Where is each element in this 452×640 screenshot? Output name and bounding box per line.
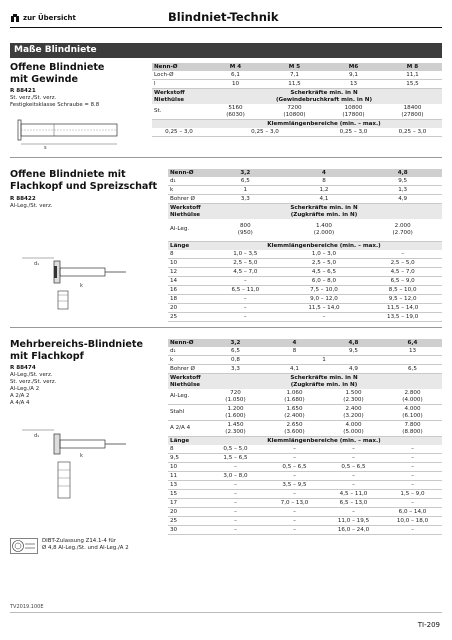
table-cell: – [206, 499, 265, 508]
table-cell: – [206, 312, 285, 321]
table-cell: 25 [168, 312, 206, 321]
table-row [168, 499, 442, 508]
table-1-head-cell: M 5 [265, 63, 324, 71]
table-cell: 17 [168, 499, 206, 508]
table-2-shear-head: Werkstoff Niethülse [168, 204, 206, 220]
table-cell: – [265, 526, 324, 535]
table-row [168, 195, 442, 204]
table-3-length-label: Länge [168, 437, 206, 446]
product-1-desc-line: Festigkeitsklasse Schraube = 8.8 [10, 102, 100, 108]
table-row [168, 356, 442, 365]
table-cell: 800 (950) [206, 219, 285, 241]
table-row [152, 104, 442, 120]
table-cell: 7,1 [265, 71, 324, 80]
table-cell: 15,5 [383, 80, 442, 89]
table-row [168, 490, 442, 499]
table-cell: l [152, 80, 206, 89]
table-cell: 18 [168, 294, 206, 303]
table-cell: 30 [168, 526, 206, 535]
table-cell: 4,9 [363, 195, 442, 204]
table-row [168, 303, 442, 312]
table-cell: – [206, 490, 265, 499]
table-cell: 8 [168, 445, 206, 454]
table-cell: 7,0 – 13,0 [265, 499, 324, 508]
table-cell: 2.400 (3.200) [324, 405, 383, 421]
table-row [168, 219, 442, 241]
approval-note [10, 538, 129, 554]
table-cell: 4,5 – 7,0 [363, 267, 442, 276]
table-row [168, 472, 442, 481]
table-cell: 12 [168, 267, 206, 276]
table-cell: – [324, 508, 383, 517]
table-cell: 3,5 – 9,5 [265, 481, 324, 490]
table-row [168, 267, 442, 276]
table-cell: – [383, 472, 442, 481]
table-cell: – [206, 517, 265, 526]
table-cell: k [168, 186, 206, 195]
table-row [168, 517, 442, 526]
table-cell: 7,5 – 10,0 [285, 285, 364, 294]
table-cell: 2,5 – 5,0 [285, 258, 364, 267]
table-cell: 2.000 (2.700) [363, 219, 442, 241]
table-3-head-cell: Nenn-Ø [168, 339, 206, 347]
table-cell: 10800 (17800) [324, 104, 383, 120]
table-cell: – [324, 472, 383, 481]
table-cell: 8,5 – 10,0 [363, 285, 442, 294]
table-cell: Bohrer Ø [168, 365, 206, 374]
table-cell: 0,25 – 3,0 [206, 128, 324, 137]
table-1 [152, 63, 442, 137]
table-cell: 6,5 [206, 177, 285, 186]
footer-divider [10, 612, 442, 613]
table-row [168, 405, 442, 421]
table-cell: 11 [168, 472, 206, 481]
table-cell: – [206, 481, 265, 490]
table-cell: 9,5 [168, 454, 206, 463]
footer-code: TV2019.100E [10, 604, 44, 610]
table-row [168, 294, 442, 303]
table-cell: – [206, 294, 285, 303]
product-2-title-line-2: Flachkopf und Spreizschaft [10, 181, 158, 192]
table-row [168, 276, 442, 285]
product-3-title-line-2: mit Flachkopf [10, 351, 84, 362]
table-cell: – [206, 526, 265, 535]
table-1-shear-title: Scherkräfte min. in N (Gewindebruchkraft min. in N) [206, 89, 442, 105]
table-cell: St. [152, 104, 206, 120]
table-cell: 0,5 – 6,5 [324, 463, 383, 472]
table-cell: 1,5 – 9,0 [383, 490, 442, 499]
table-cell: – [206, 276, 285, 285]
table-3-head-cell: 3,2 [206, 339, 265, 347]
table-row [168, 421, 442, 437]
dibt-seal-icon [10, 538, 38, 554]
product-1-drawing [14, 112, 144, 150]
page-number: TI-209 [417, 621, 440, 629]
product-3-ref: R 88474 [10, 365, 36, 371]
table-cell: 9,0 – 12,0 [285, 294, 364, 303]
table-cell: 4,9 [324, 365, 383, 374]
table-cell: – [383, 481, 442, 490]
product-2-ref: R 88422 [10, 196, 36, 202]
table-cell: 720 (1.050) [206, 389, 265, 405]
table-row [168, 526, 442, 535]
product-3-drawing-label-d1: d₁ [34, 433, 40, 439]
table-cell: 9,1 [324, 71, 383, 80]
table-cell: 9,5 [324, 347, 383, 356]
table-cell: 6,5 – 11,0 [206, 285, 285, 294]
table-cell: – [324, 454, 383, 463]
table-1-head-cell: M 8 [383, 63, 442, 71]
product-1-title-line-1: Offene Blindniete [10, 62, 105, 73]
table-cell: 6,5 – 13,0 [324, 499, 383, 508]
section-divider [10, 327, 442, 328]
table-cell: 4,1 [285, 195, 364, 204]
table-cell: 1 [265, 356, 383, 365]
overview-label: zur Übersicht [23, 14, 76, 22]
table-cell: Al-Leg. [168, 389, 206, 405]
table-cell: Stahl [168, 405, 206, 421]
table-cell: A 2/A 4 [168, 421, 206, 437]
table-cell: 2.800 (4.000) [383, 389, 442, 405]
table-cell: 6,5 [206, 347, 265, 356]
table-cell: 0,5 – 5,0 [206, 445, 265, 454]
table-cell: – [383, 463, 442, 472]
table-cell: k [168, 356, 206, 365]
table-1-head-cell: M6 [324, 63, 383, 71]
table-3-head-cell: 4 [265, 339, 324, 347]
product-1-ref: R 88421 [10, 88, 36, 94]
table-cell: 11,5 – 14,0 [363, 303, 442, 312]
table-cell: 0,25 – 3,0 [383, 128, 442, 137]
table-cell: 7200 (10800) [265, 104, 324, 120]
table-cell: 1.450 (2.300) [206, 421, 265, 437]
table-row [168, 463, 442, 472]
section-divider [10, 157, 442, 158]
table-cell: 10 [206, 80, 265, 89]
house-icon [10, 13, 20, 23]
table-cell: 1,2 [285, 186, 364, 195]
table-row [152, 128, 442, 137]
table-cell: 10 [168, 258, 206, 267]
table-cell: 10 [168, 463, 206, 472]
product-1-drawing-label: s [44, 145, 47, 150]
table-cell: 11,0 – 19,5 [324, 517, 383, 526]
product-2-drawing-label-d1: d₁ [34, 261, 40, 267]
table-cell: 1.200 (1.600) [206, 405, 265, 421]
table-3-clamp-title: Klemmlängenbereiche (min. – max.) [206, 437, 442, 446]
product-2-title-line-1: Offene Blindniete mit [10, 169, 126, 180]
product-3-title [10, 339, 143, 363]
table-cell: – [206, 463, 265, 472]
table-cell: 2,5 – 5,0 [206, 258, 285, 267]
product-2-desc [10, 203, 53, 210]
table-cell: – [285, 312, 364, 321]
table-2-head-cell: 4,8 [363, 169, 442, 177]
table-row [168, 312, 442, 321]
overview-link[interactable] [10, 13, 76, 23]
table-cell: 11,1 [383, 71, 442, 80]
table-cell: 3,0 – 8,0 [206, 472, 265, 481]
table-cell: 6,5 – 9,0 [363, 276, 442, 285]
table-cell: – [265, 508, 324, 517]
table-2-length-label: Länge [168, 241, 206, 250]
table-cell: 13 [324, 80, 383, 89]
product-2-drawing-label-k: k [80, 283, 83, 289]
table-row [168, 389, 442, 405]
approval-line: Ø 4,8 Al-Leg./St. und Al-Leg./A 2 [42, 545, 129, 551]
product-3-drawing [14, 424, 144, 504]
table-cell: 4.000 (6.100) [383, 405, 442, 421]
product-1-title [10, 62, 104, 86]
table-cell: 6,5 [383, 365, 442, 374]
table-cell: 25 [168, 517, 206, 526]
table-cell: – [265, 472, 324, 481]
table-cell: 14 [168, 276, 206, 285]
table-cell: 13 [168, 481, 206, 490]
table-cell: 1,5 – 6,5 [206, 454, 265, 463]
table-cell: Al-Leg. [168, 219, 206, 241]
table-cell: 20 [168, 508, 206, 517]
table-row [152, 71, 442, 80]
approval-line: DIBT-Zulassung Z14.1-4 für [42, 538, 116, 544]
table-row [152, 80, 442, 89]
product-1-desc [10, 95, 99, 109]
table-cell: – [206, 508, 265, 517]
table-cell: 1.400 (2.000) [285, 219, 364, 241]
table-cell: – [383, 526, 442, 535]
product-1-title-line-2: mit Gewinde [10, 74, 78, 85]
table-cell: 2,5 – 5,0 [363, 258, 442, 267]
table-cell: 8 [265, 347, 324, 356]
table-cell: d₁ [168, 347, 206, 356]
table-cell: 0,25 – 3,0 [152, 128, 206, 137]
table-cell: 1 [206, 186, 285, 195]
table-cell: 1.500 (2.300) [324, 389, 383, 405]
product-3-desc-line: A 2/A 2 [10, 393, 30, 399]
table-2-head-cell: Nenn-Ø [168, 169, 206, 177]
table-cell: – [265, 454, 324, 463]
table-3-shear-head: Werkstoff Niethülse [168, 374, 206, 390]
table-cell: 20 [168, 303, 206, 312]
table-row [168, 365, 442, 374]
table-cell: 18400 (27800) [383, 104, 442, 120]
table-cell: 0,8 [206, 356, 265, 365]
header-divider [10, 27, 442, 28]
table-cell: 8 [285, 177, 364, 186]
table-cell: 6,0 – 8,0 [285, 276, 364, 285]
table-cell: 11,5 – 14,0 [285, 303, 364, 312]
table-3-head-cell: 4,8 [324, 339, 383, 347]
table-cell: – [363, 250, 442, 259]
table-2-shear-title: Scherkräfte min. in N (Zugkräfte min. in N) [206, 204, 442, 220]
table-cell: 1,0 – 3,0 [285, 250, 364, 259]
table-row [168, 177, 442, 186]
table-cell: – [265, 445, 324, 454]
table-cell: 0,5 – 6,5 [265, 463, 324, 472]
table-cell: 13 [383, 347, 442, 356]
table-cell: 1,3 [363, 186, 442, 195]
table-cell: 11,5 [265, 80, 324, 89]
table-cell: – [265, 517, 324, 526]
table-cell: 6,1 [206, 71, 265, 80]
table-cell: – [324, 481, 383, 490]
table-cell: d₁ [168, 177, 206, 186]
table-cell: 16,0 – 24,0 [324, 526, 383, 535]
section-title: Maße Blindniete [10, 43, 442, 58]
product-3-desc-line: St. verz./St. verz. [10, 379, 57, 385]
table-row [168, 454, 442, 463]
product-3-title-line-1: Mehrbereichs-Blindniete [10, 339, 144, 350]
table-2-head-cell: 3,2 [206, 169, 285, 177]
table-cell: 3,3 [206, 365, 265, 374]
table-1-shear-head: Werkstoff Niethülse [152, 89, 206, 105]
table-cell: 9,5 [363, 177, 442, 186]
table-3-head-cell: 6,4 [383, 339, 442, 347]
table-cell: – [383, 445, 442, 454]
table-cell: 4,5 – 6,5 [285, 267, 364, 276]
table-row [168, 285, 442, 294]
page-title: Blindniet-Technik [168, 10, 279, 24]
table-1-head-cell: Nenn-Ø [152, 63, 206, 71]
table-cell: 4,1 [265, 365, 324, 374]
table-cell: 6,0 – 14,0 [383, 508, 442, 517]
approval-text [42, 538, 129, 552]
table-cell: 4,5 – 7,0 [206, 267, 285, 276]
product-1-desc-line: St. verz./St. verz. [10, 95, 57, 101]
product-3-desc [10, 372, 56, 407]
table-cell: 0,25 – 3,0 [324, 128, 383, 137]
table-row [168, 186, 442, 195]
table-3-shear-title: Scherkräfte min. in N (Zugkräfte min. in N) [206, 374, 442, 390]
product-2-title [10, 169, 157, 193]
table-cell: 16 [168, 285, 206, 294]
table-cell: – [206, 303, 285, 312]
table-cell: – [324, 445, 383, 454]
product-3-desc-line: Al-Leg./A 2 [10, 386, 40, 392]
product-2-drawing [14, 253, 144, 313]
product-3-desc-line: A 4/A 4 [10, 400, 30, 406]
table-row [168, 347, 442, 356]
table-row [168, 445, 442, 454]
table-cell: 5160 (6030) [206, 104, 265, 120]
table-cell: 8 [168, 250, 206, 259]
table-cell: 1.060 (1.680) [265, 389, 324, 405]
table-cell: 2.650 (3.600) [265, 421, 324, 437]
table-row [168, 508, 442, 517]
table-cell: Loch-Ø [152, 71, 206, 80]
table-cell: 9,5 – 12,0 [363, 294, 442, 303]
table-cell: 10,0 – 18,0 [383, 517, 442, 526]
table-cell: – [265, 490, 324, 499]
table-2-head-cell: 4 [285, 169, 364, 177]
table-cell: 1.650 (2.400) [265, 405, 324, 421]
table-cell: 13,5 – 19,0 [363, 312, 442, 321]
table-1-clamp-title: Klemmlängenbereiche (min. – max.) [206, 120, 442, 129]
table-cell: 4.000 (5.000) [324, 421, 383, 437]
table-row [168, 258, 442, 267]
table-3 [168, 339, 442, 535]
table-cell [383, 356, 442, 365]
table-cell: 7.800 (8.800) [383, 421, 442, 437]
table-cell: 15 [168, 490, 206, 499]
product-3-drawing-label-k: k [80, 453, 83, 459]
table-cell: – [383, 454, 442, 463]
table-cell: Bohrer Ø [168, 195, 206, 204]
table-row [168, 250, 442, 259]
product-2-desc-line: Al-Leg./St. verz. [10, 203, 53, 209]
table-cell: – [383, 499, 442, 508]
table-1-head-cell: M 4 [206, 63, 265, 71]
table-cell: 4,5 – 11,0 [324, 490, 383, 499]
table-row [168, 481, 442, 490]
table-cell: 3,3 [206, 195, 285, 204]
table-2-clamp-title: Klemmlängenbereiche (min. – max.) [206, 241, 442, 250]
product-3-desc-line: Al-Leg./St. verz. [10, 372, 53, 378]
table-cell: 1,0 – 3,5 [206, 250, 285, 259]
table-2 [168, 169, 442, 322]
